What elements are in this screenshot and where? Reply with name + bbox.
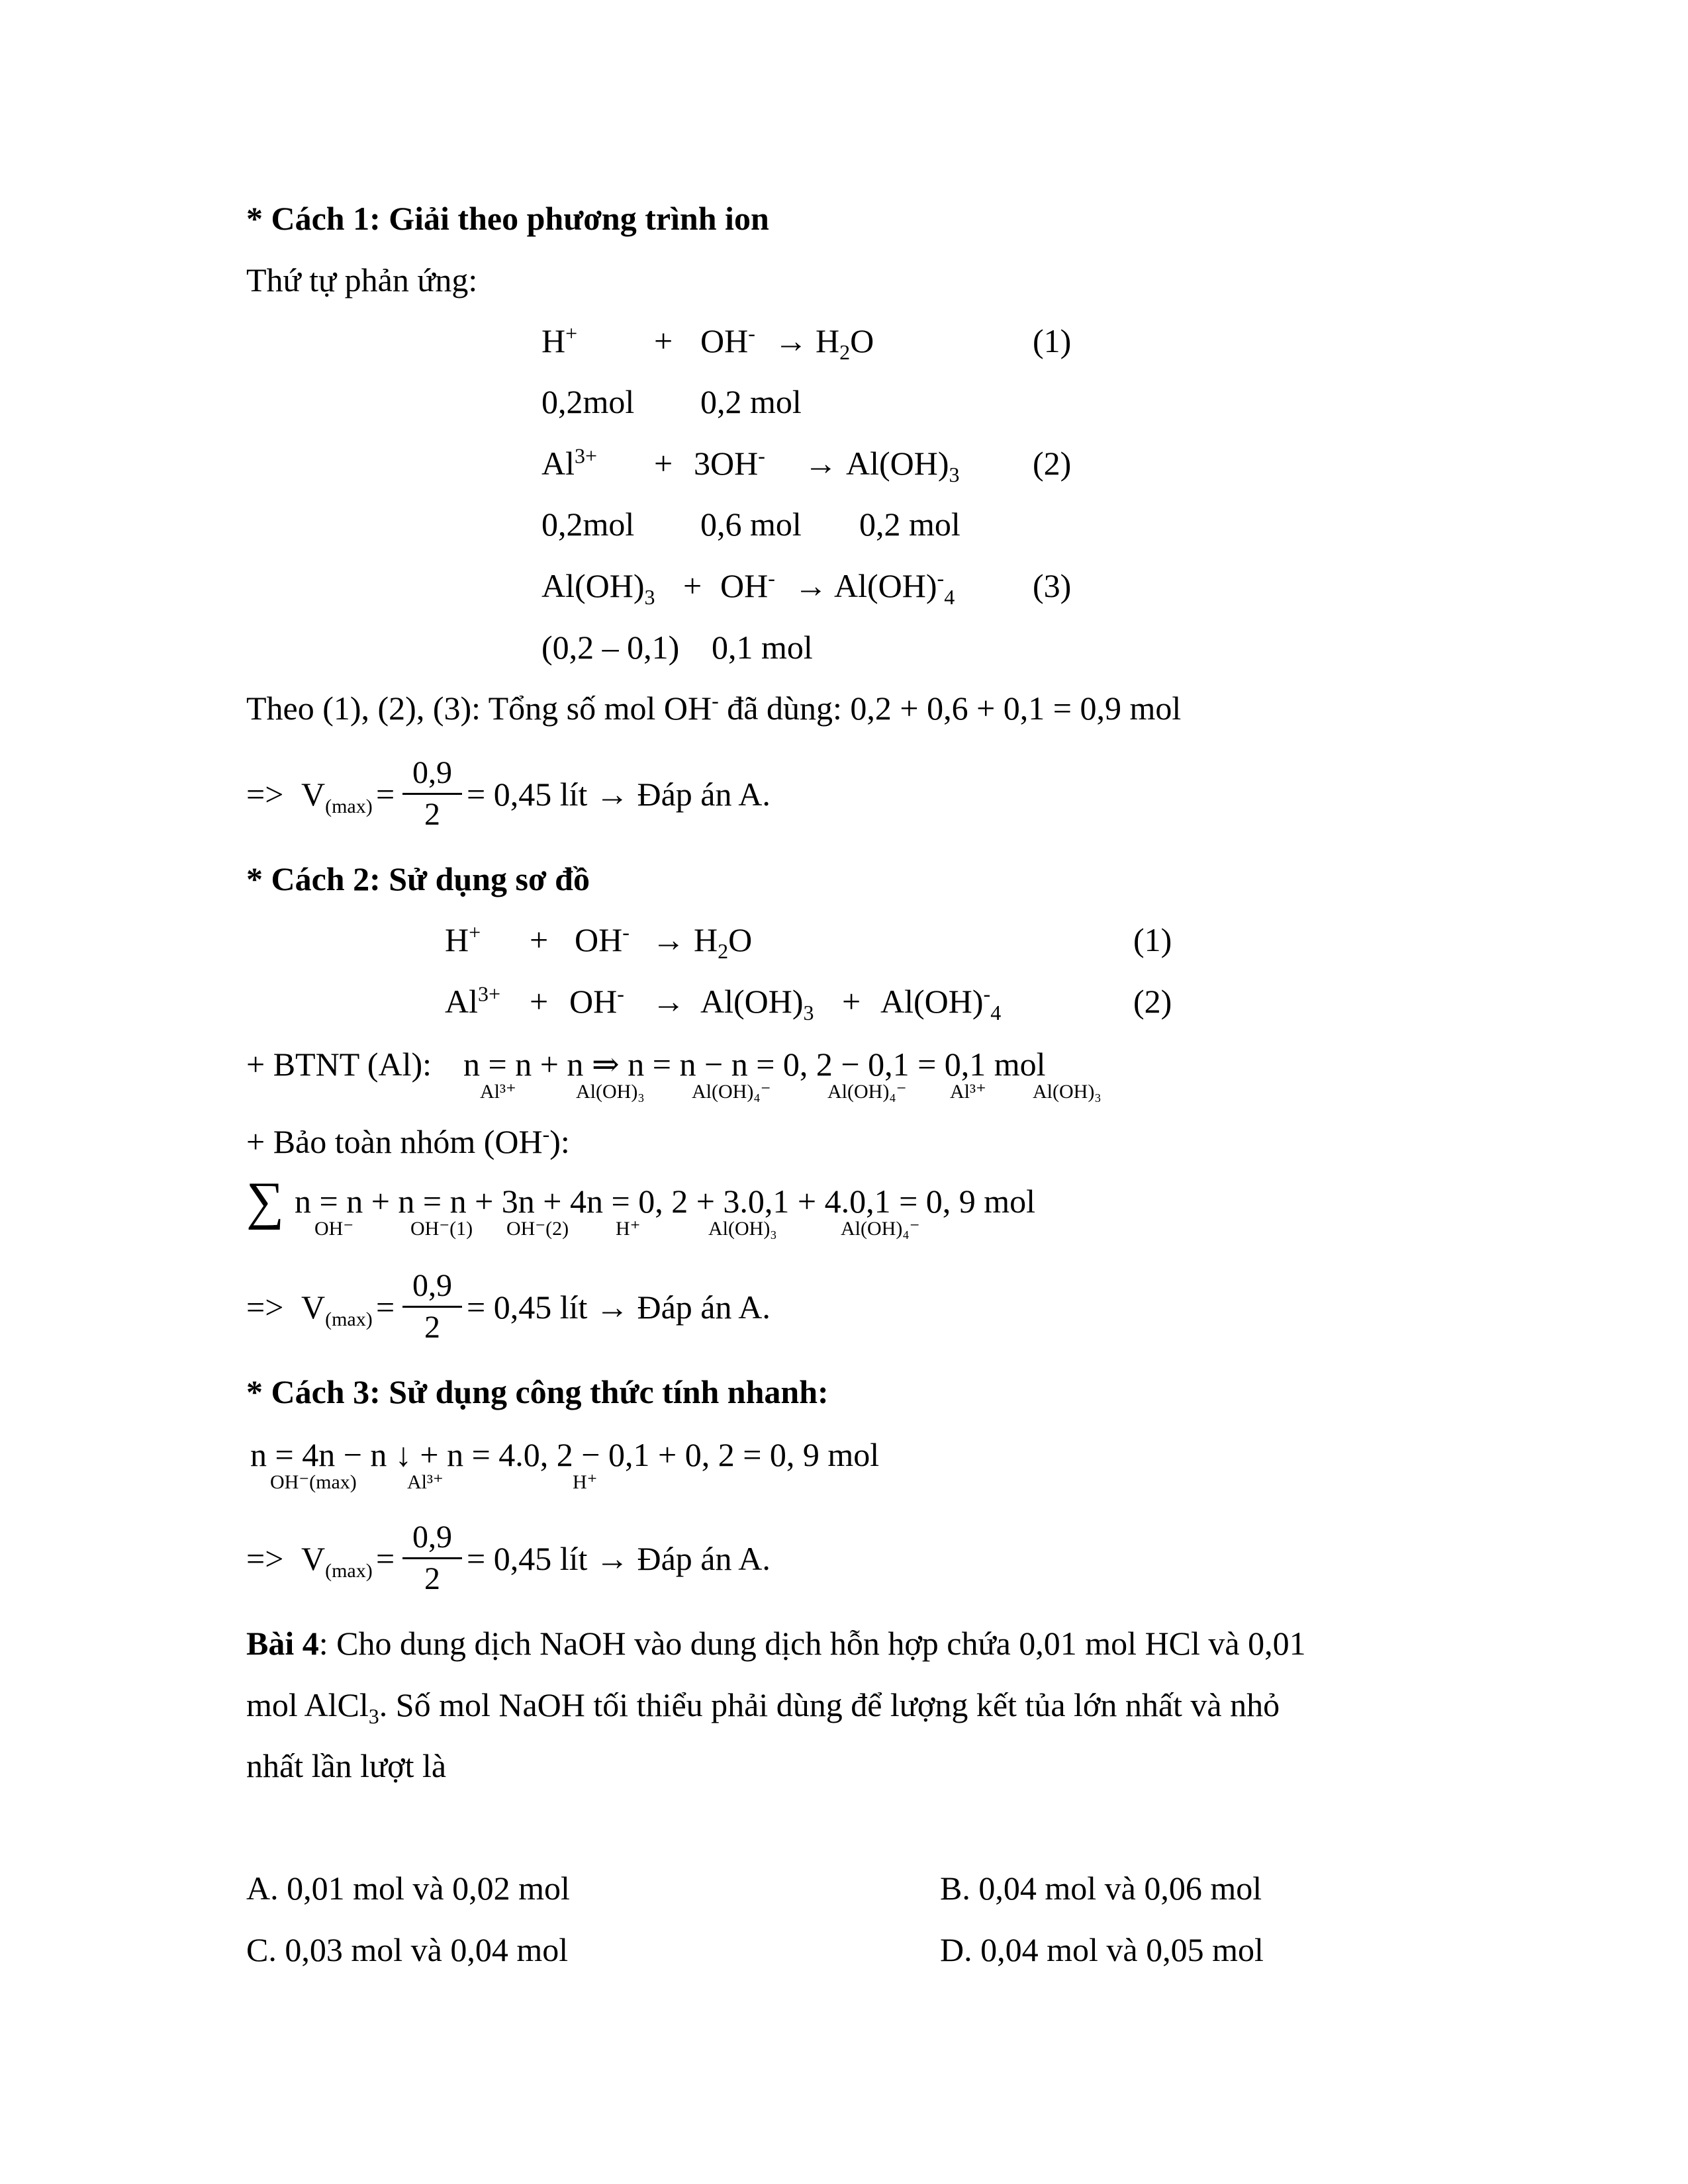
oh-conservation-label: + Bảo toàn nhóm (OH-): [246, 1122, 570, 1160]
reaction-3: $Al(OH)_3$ + OH- → $Al(OH)^-_4$ (3) [541, 566, 1072, 609]
method2-heading: * Cách 2: Sử dụng sơ đồ [246, 860, 590, 897]
reaction-2-moles: 0,2mol 0,6 mol 0,2 mol [541, 506, 961, 543]
method1-heading: * Cách 1: Giải theo phương trình ion [246, 200, 769, 237]
method3-result: => $V_{(max)}$ = 0,9 2 = 0,45 lít → Đáp án A. [246, 1520, 771, 1596]
scheme-1: H+ + OH- → $H_2O$ (1) [445, 920, 1172, 963]
problem4-line2: mol AlCl$_3$. Số mol NaOH tối thiểu phải dùng để lượng kết tủa lớn nhất và nhỏ [246, 1686, 1280, 1728]
problem4-line3: nhất lần lượt là [246, 1747, 447, 1784]
reaction-order-label: Thứ tự phản ứng: [246, 261, 478, 298]
method2-result: => $V_{(max)}$ = 0,9 2 = 0,45 lít → Đáp án A. [246, 1268, 771, 1345]
reaction-2: $Al^{3+}$ + 3OH- → $Al(OH)_3$ (2) [541, 443, 1072, 486]
reaction-1: H+ + OH- → $H_2O$ (1) [541, 321, 1072, 364]
method3-heading: * Cách 3: Sử dụng công thức tính nhanh: [246, 1373, 829, 1410]
fraction: 0,9 2 [402, 1267, 462, 1346]
option-a: A. 0,01 mol và 0,02 mol [246, 1870, 570, 1907]
oh-sum-equation: ∑ n = n + n = n + 3n + 4n = 0, 2 + 3.0,1 + 4.0,1 = 0, 9 mol OH⁻ OH⁻(1) OH⁻(2) H⁺ Al(OH)₃ Al(OH)₄⁻ [246, 1172, 1036, 1240]
option-b: B. 0,04 mol và 0,06 mol [940, 1870, 1262, 1907]
total-oh-line: Theo (1), (2), (3): Tổng số mol OH- đã dùng: 0,2 + 0,6 + 0,1 = 0,9 mol [246, 688, 1182, 727]
option-d: D. 0,04 mol và 0,05 mol [940, 1931, 1264, 1968]
fraction: 0,9 2 [402, 1519, 462, 1598]
option-c: C. 0,03 mol và 0,04 mol [246, 1931, 569, 1968]
btnt-al-equation: + BTNT (Al): n = n + n ⇒ n = n − n = 0, 2 − 0,1 = 0,1 mol Al³⁺ Al(OH)₃ Al(OH)₄⁻ Al(OH)₄⁻ Al³⁺ Al(OH)₃ [246, 1046, 1102, 1103]
scheme-2: $Al^{3+}$ + OH- → $Al(OH)_3$ + $Al(OH)^-_4$ (2) [445, 981, 1172, 1024]
quick-formula: n = 4n − n ↓ + n = 4.0, 2 − 0,1 + 0, 2 = 0, 9 mol OH⁻(max) Al³⁺ H⁺ [250, 1436, 880, 1493]
fraction: 0,9 2 [402, 754, 462, 833]
problem4-label: Bài 4 [246, 1625, 319, 1662]
sigma-symbol: ∑ [246, 1172, 285, 1230]
problem4-line1: Bài 4: Cho dung dịch NaOH vào dung dịch hỗn hợp chứa 0,01 mol HCl và 0,01 [246, 1625, 1306, 1662]
reaction-3-moles: (0,2 – 0,1) 0,1 mol [541, 629, 813, 666]
method1-result: => $V_{(max)}$ = 0,9 2 = 0,45 lít → Đáp án A. [246, 755, 771, 832]
reaction-1-moles: 0,2mol 0,2 mol [541, 383, 802, 420]
